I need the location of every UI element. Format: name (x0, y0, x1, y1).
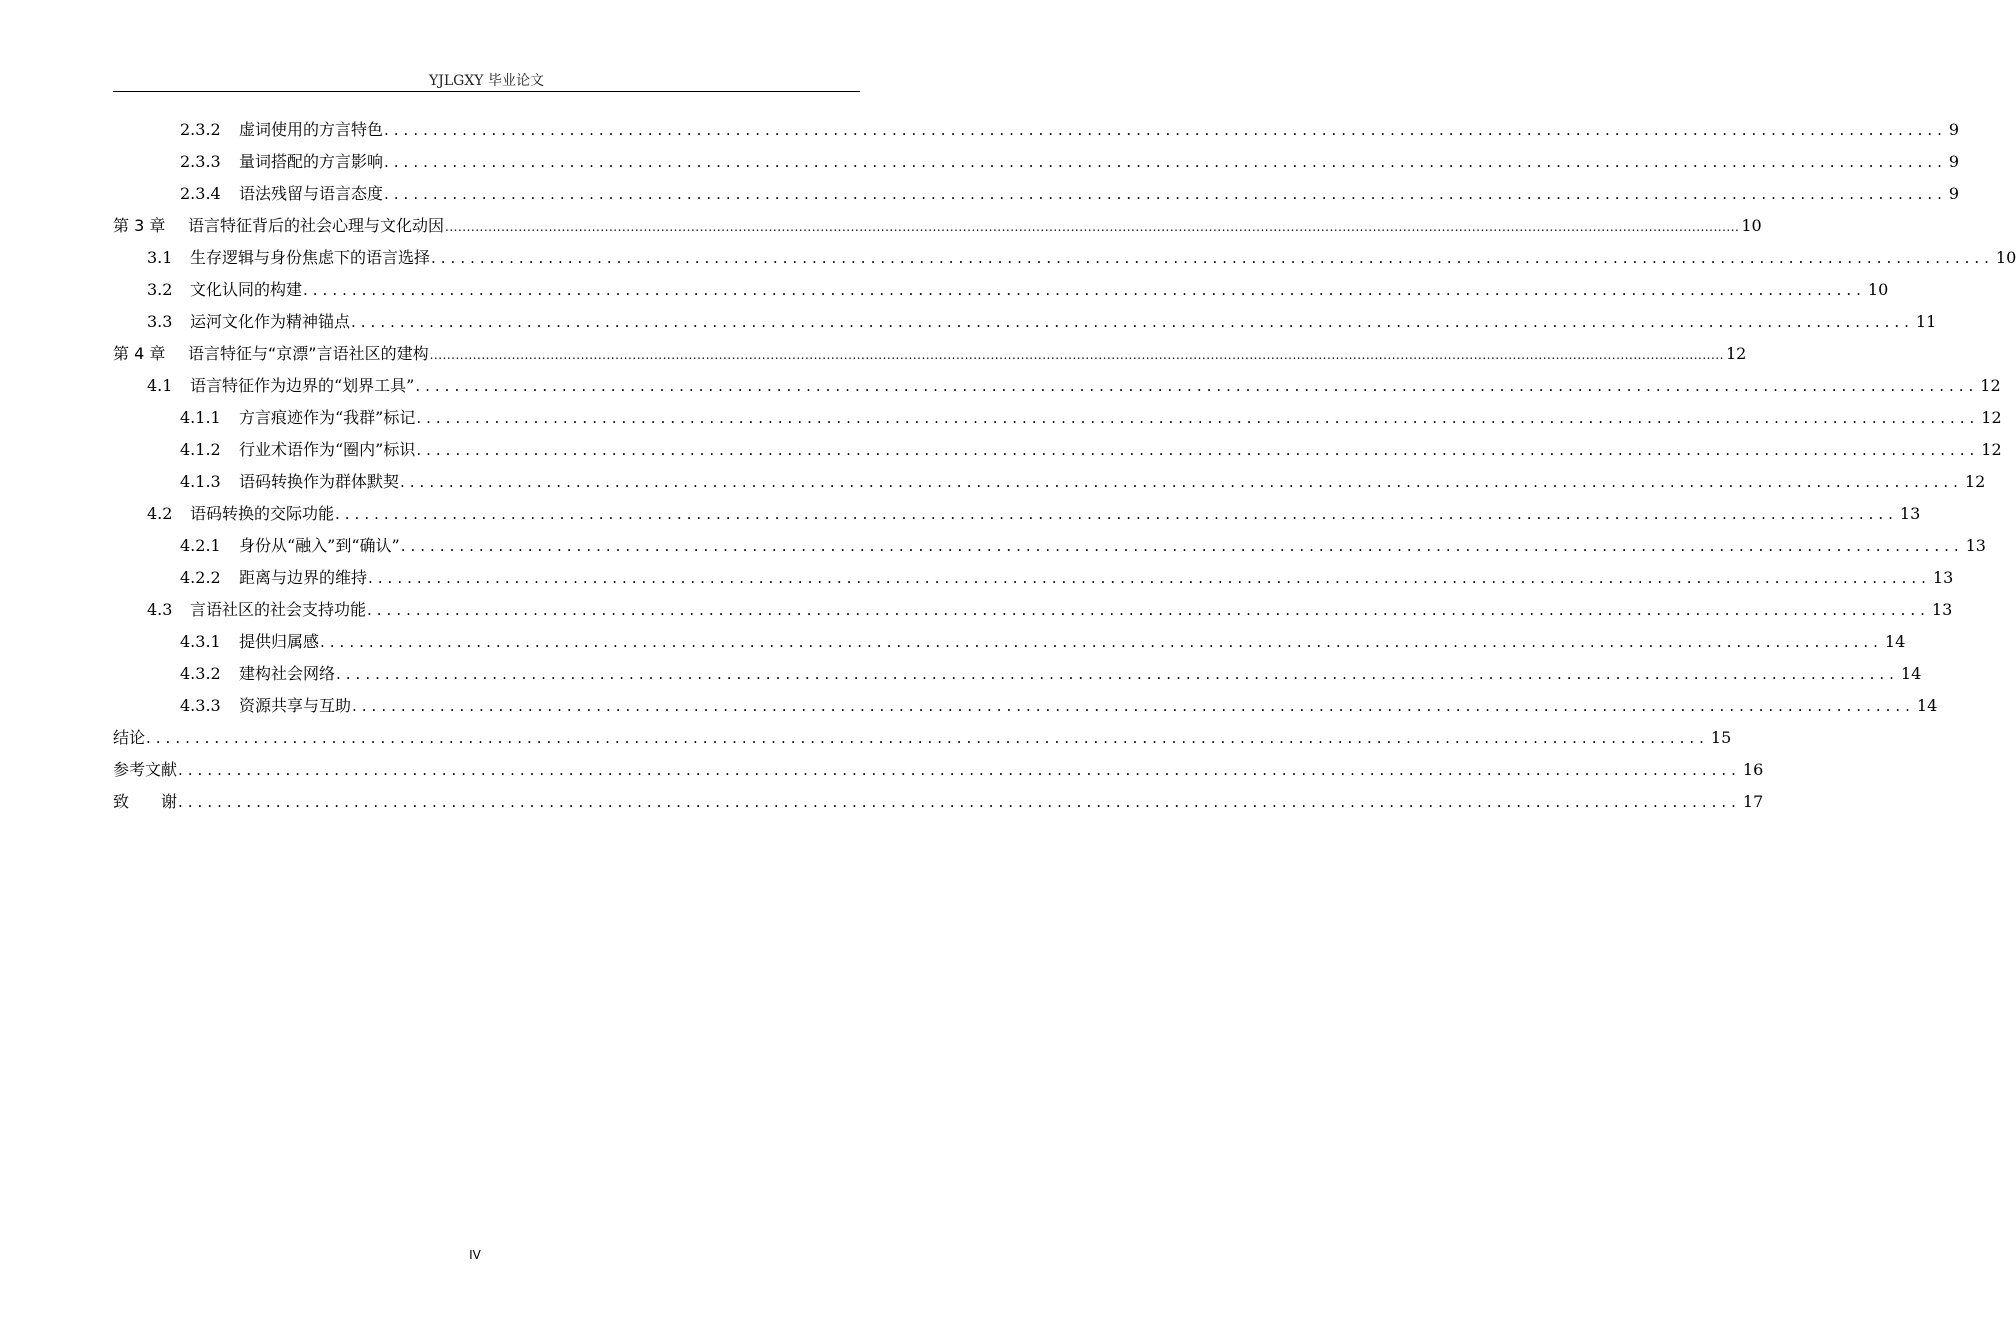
toc-entry-title: 建构社会网络 (239, 664, 336, 683)
toc-entry-page: 10 (1741, 216, 1762, 235)
toc-entry[interactable] (180, 533, 1986, 559)
toc-entry[interactable] (147, 277, 1889, 303)
toc-entry-title: 致 谢 (113, 792, 178, 811)
header-rule (113, 91, 860, 92)
toc-dot-leader: ................................................................................................................................................................ (416, 409, 1980, 427)
toc-entry[interactable] (113, 213, 1762, 239)
toc-entry[interactable] (180, 181, 1960, 207)
toc-entry-page: 14 (1884, 632, 1906, 651)
toc-dot-leader: ................................................................................................................................................................ (351, 313, 1914, 331)
toc-dot-leader: ................................................................................................................................................................ (416, 441, 1980, 459)
toc-entry[interactable] (180, 149, 1960, 175)
toc-entry-page: 12 (1964, 472, 1986, 491)
toc-dot-leader: ................................................................................................................................................................ (400, 537, 1964, 555)
toc-entry-title: 行业术语作为“圈内”标识 (239, 440, 416, 459)
toc-dot-leader: ................................................................................................................................................................ (320, 633, 1883, 651)
toc-entry[interactable] (147, 309, 1937, 335)
toc-dot-leader: ................................................................................................................................................................ (384, 121, 1947, 139)
toc-entry-number: 4.2.2 (180, 568, 221, 587)
toc-entry-number: 4.3 (147, 600, 173, 619)
toc-entry[interactable] (180, 437, 2002, 463)
toc-entry[interactable] (147, 245, 2016, 271)
toc-entry-title: 运河文化作为精神锚点 (190, 312, 351, 331)
toc-entry-number: 3.1 (147, 248, 173, 267)
toc-entry-number: 3.2 (147, 280, 173, 299)
toc-entry-page: 15 (1710, 728, 1732, 747)
toc-dot-leader: ................................................................................................................................................................ (146, 729, 1709, 747)
toc-dot-leader: ................................................................................................................................................................ (400, 473, 1963, 491)
toc-entry[interactable] (147, 597, 1953, 623)
toc-entry-page: 14 (1900, 664, 1922, 683)
toc-dot-leader: ................................................................................................................................................................ (415, 377, 1979, 395)
toc-dot-leader: ................................................................................................................................................................ (431, 249, 1994, 267)
toc-entry-page: 10 (1995, 248, 2016, 267)
toc-entry[interactable] (180, 693, 1938, 719)
toc-dot-leader: ................................................................................................................................................................ (384, 185, 1947, 203)
toc-entry[interactable] (113, 725, 1732, 751)
toc-entry[interactable] (113, 789, 1764, 815)
toc-dot-leader: ............................................................................................................................................................................................................................................................................................................ (445, 220, 1740, 234)
toc-dot-leader: ................................................................................................................................................................ (178, 793, 1741, 811)
toc-dot-leader: ................................................................................................................................................................ (352, 697, 1915, 715)
toc-entry-title: 参考文献 (113, 760, 178, 779)
page-header-title: YJLGXY 毕业论文 (429, 73, 544, 89)
toc-entry[interactable] (180, 565, 1954, 591)
toc-entry-page: 12 (1981, 440, 2002, 459)
toc-dot-leader: ................................................................................................................................................................ (384, 153, 1947, 171)
toc-entry-number: 4.1.2 (180, 440, 221, 459)
toc-entry-title: 虚词使用的方言特色 (239, 120, 384, 139)
toc-entry-number: 4.3.3 (180, 696, 221, 715)
toc-entry-page: 9 (1948, 120, 1960, 139)
toc-entry-number: 2.3.2 (180, 120, 221, 139)
toc-entry[interactable] (180, 629, 1906, 655)
toc-entry-title: 语法残留与语言态度 (239, 184, 384, 203)
toc-entry-page: 9 (1948, 184, 1960, 203)
toc-entry-title: 资源共享与互助 (239, 696, 352, 715)
toc-entry-title: 量词搭配的方言影响 (239, 152, 384, 171)
toc-entry-number: 4.3.1 (180, 632, 221, 651)
toc-entry-title: 语码转换作为群体默契 (239, 472, 400, 491)
toc-entry-number: 第 4 章 (113, 344, 166, 363)
toc-entry-number: 2.3.4 (180, 184, 221, 203)
toc-entry-page: 13 (1899, 504, 1921, 523)
toc-entry-page: 13 (1965, 536, 1986, 555)
toc-entry-number: 2.3.3 (180, 152, 221, 171)
toc-entry[interactable] (147, 501, 1921, 527)
toc-entry-number: 第 3 章 (113, 216, 166, 235)
toc-dot-leader: ................................................................................................................................................................ (336, 665, 1899, 683)
toc-entry-page: 14 (1916, 696, 1938, 715)
toc-entry-page: 13 (1931, 600, 1953, 619)
toc-entry-page: 16 (1742, 760, 1764, 779)
toc-entry-title: 方言痕迹作为“我群”标记 (239, 408, 416, 427)
toc-dot-leader: ................................................................................................................................................................ (335, 505, 1898, 523)
toc-entry-page: 11 (1915, 312, 1937, 331)
toc-entry-title: 语码转换的交际功能 (190, 504, 335, 523)
toc-entry-title: 结论 (113, 728, 146, 747)
toc-entry-page: 9 (1948, 152, 1960, 171)
toc-dot-leader: ............................................................................................................................................................................................................................................................................................................ (429, 348, 1724, 362)
toc-entry-title: 言语社区的社会支持功能 (190, 600, 367, 619)
toc-entry-title: 语言特征背后的社会心理与文化动因 (188, 216, 445, 235)
toc-entry-page: 10 (1867, 280, 1889, 299)
toc-entry-page: 17 (1742, 792, 1764, 811)
toc-entry-title: 文化认同的构建 (190, 280, 303, 299)
toc-entry-page: 12 (1980, 376, 2001, 395)
toc-entry-title: 生存逻辑与身份焦虑下的语言选择 (190, 248, 431, 267)
page-number: IV (469, 1248, 481, 1262)
toc-dot-leader: ................................................................................................................................................................ (368, 569, 1931, 587)
toc-entry[interactable] (180, 117, 1960, 143)
toc-entry[interactable] (147, 373, 2001, 399)
toc-entry-number: 3.3 (147, 312, 173, 331)
toc-entry-title: 语言特征作为边界的“划界工具” (190, 376, 415, 395)
toc-entry-page: 13 (1932, 568, 1954, 587)
toc-entry-number: 4.1.3 (180, 472, 221, 491)
toc-entry-page: 12 (1725, 344, 1747, 363)
toc-entry[interactable] (180, 469, 1986, 495)
toc-entry-number: 4.3.2 (180, 664, 221, 683)
toc-entry-number: 4.1.1 (180, 408, 221, 427)
toc-dot-leader: ................................................................................................................................................................ (178, 761, 1741, 779)
toc-entry-page: 12 (1981, 408, 2002, 427)
toc-entry-title: 语言特征与“京漂”言语社区的建构 (188, 344, 429, 363)
toc-entry-number: 4.2.1 (180, 536, 221, 555)
toc-entry-number: 4.2 (147, 504, 173, 523)
toc-entry[interactable] (180, 405, 2002, 431)
toc-entry-title: 距离与边界的维持 (239, 568, 368, 587)
toc-entry-number: 4.1 (147, 376, 173, 395)
toc-entry-title: 身份从“融入”到“确认” (239, 536, 400, 555)
toc-dot-leader: ................................................................................................................................................................ (303, 281, 1866, 299)
toc-entry[interactable] (113, 757, 1764, 783)
toc-entry[interactable] (180, 661, 1922, 687)
toc-dot-leader: ................................................................................................................................................................ (367, 601, 1930, 619)
toc-entry[interactable] (113, 341, 1747, 367)
toc-entry-title: 提供归属感 (239, 632, 320, 651)
